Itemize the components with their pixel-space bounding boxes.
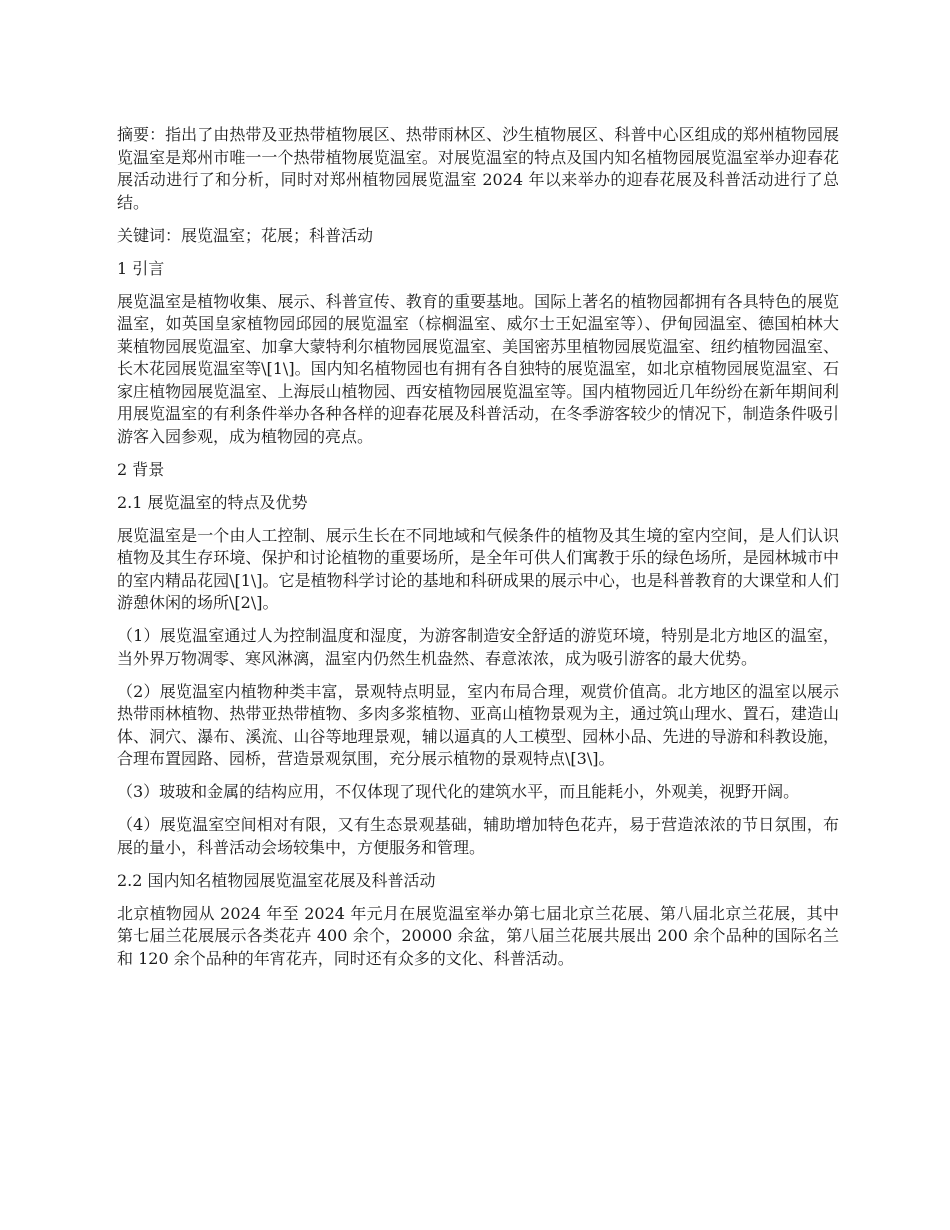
- document-body: [117, 124, 839, 981]
- point-3-paragraph: （3）玻玻和金属的结构应用，不仅体现了现代化的建筑水平，而且能耗小，外观美，视野开阔。: [117, 782, 800, 801]
- section-1-paragraph: 展览温室是植物收集、展示、科普宣传、教育的重要基地。国际上著名的植物园都拥有各具特色的展览温室，如英国皇家植物园邱园的展览温室（棕榈温室、威尔士王妃温室等）、伊甸园温室、德国柏林大莱植物园展览温室、加拿大蒙特利尔植物园展览温室、美国密苏里植物园展览温室、纽约植物园温室、长木花园展览温室等\[1\]。国内知名植物园也有拥有各自独特的展览温室，如北京植物园展览温室、石家庄植物园展览温室、上海辰山植物园、西安植物园展览温室等。国内植物园近几年纷纷在新年期间利用展览温室的有利条件举办各种各样的迎春花展及科普活动，在冬季游客较少的情况下，制造条件吸引游客入园参观，成为植物园的亮点。: [117, 291, 839, 446]
- keywords: 关键词：展览温室；花展；科普活动: [117, 225, 374, 245]
- section-2-1-heading: 2.1 展览温室的特点及优势: [117, 492, 308, 512]
- point-1-paragraph: （1）展览温室通过人为控制温度和湿度，为游客制造安全舒适的游览环境，特别是北方地区的温室，当外界万物凋零、寒风淋漓，温室内仍然生机盎然、春意浓浓，成为吸引游客的最大优势。: [117, 626, 839, 668]
- point-2-paragraph: （2）展览温室内植物种类丰富，景观特点明显，室内布局合理，观赏价值高。北方地区的温室以展示热带雨林植物、热带亚热带植物、多肉多浆植物、亚高山植物景观为主，通过筑山理水、置石，建造山体、洞穴、瀑布、溪流、山谷等地理景观，辅以逼真的人工模型、园林小品、先进的导游和科教设施，合理布置园路、园桥，营造景观氛围，充分展示植物的景观特点\[3\]。: [117, 681, 839, 768]
- abstract: 摘要：指出了由热带及亚热带植物展区、热带雨林区、沙生植物展区、科普中心区组成的郑州植物园展览温室是郑州市唯一一个热带植物展览温室。对展览温室的特点及国内知名植物园展览温室举办迎春花展活动进行了和分析，同时对郑州植物园展览温室 2024 年以来举办的迎春花展及科普活动进行了总结。: [117, 125, 839, 212]
- point-4-paragraph: （4）展览温室空间相对有限，又有生态景观基础，辅助增加特色花卉，易于营造浓浓的节日氛围，布展的量小，科普活动会场较集中，方便服务和管理。: [117, 815, 839, 857]
- section-1-heading: 1 引言: [117, 258, 165, 278]
- section-2-heading: 2 背景: [117, 459, 165, 479]
- section-2-2-paragraph: 北京植物园从 2024 年至 2024 年元月在展览温室举办第七届北京兰花展、第八届北京兰花展，其中第七届兰花展展示各类花卉 400 余个，20000 余盆，第八届兰花展共展出 200 余个品种的国际名兰和 120 余个品种的年宵花卉，同时还有众多的文化、科普活动。: [117, 903, 839, 968]
- section-2-1-paragraph: 展览温室是一个由人工控制、展示生长在不同地域和气候条件的植物及其生境的室内空间，是人们认识植物及其生存环境、保护和讨论植物的重要场所，是全年可供人们寓教于乐的绿色场所，是园林城市中的室内精品花园\[1\]。它是植物科学讨论的基地和科研成果的展示中心，也是科普教育的大课堂和人们游憩休闲的场所\[2\]。: [117, 525, 839, 612]
- section-2-2-heading: 2.2 国内知名植物园展览温室花展及科普活动: [117, 870, 436, 890]
